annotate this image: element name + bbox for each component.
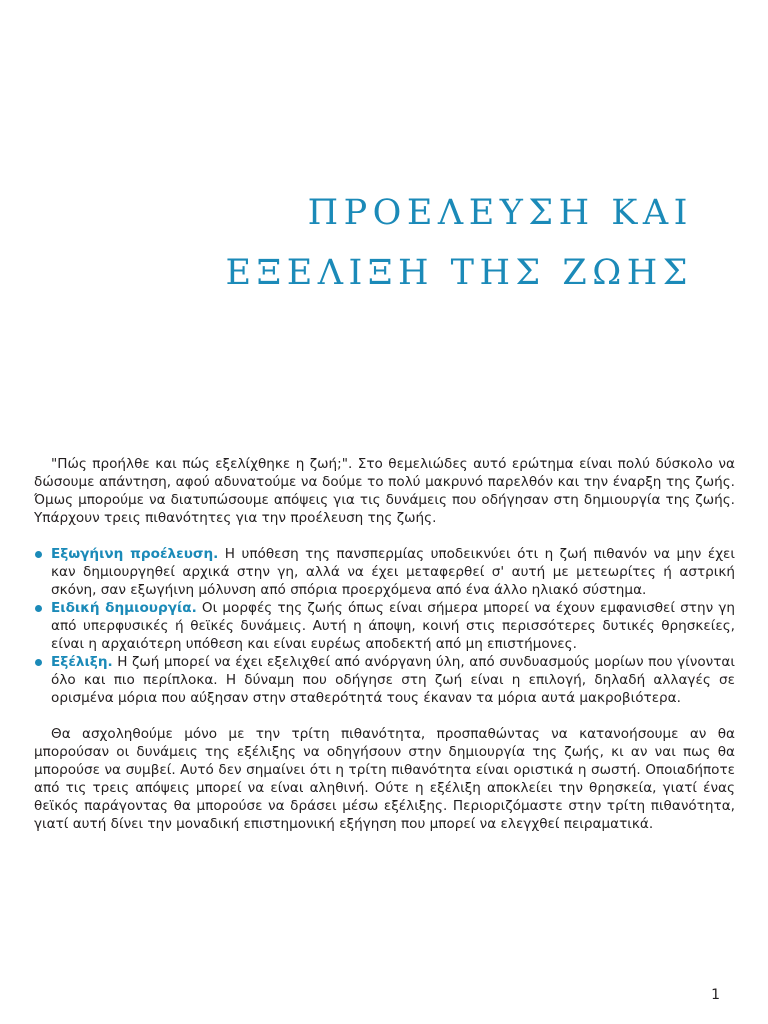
text-evolution: Η ζωή μπορεί να έχει εξελιχθεί από ανόργανη ύλη, από συνδυασμούς μορίων που γίνονται όλο και πιο περίπλοκα. Η δύναμη που οδήγησε στη ζωή είναι η επιλογή, δηλαδή αλλαγές σε ορισμένα μόρια που αύξησαν στην σταθερότητά τους έκαναν τα μόρια αυτά μακροβιότερα. [51,654,735,706]
term-special-creation: Ειδική δημιουργία. [51,600,197,616]
conclusion-paragraph: Θα ασχοληθούμε μόνο με την τρίτη πιθανότητα, προσπαθώντας να κατανοήσουμε αν θα μπορούσαν οι δυνάμεις της εξέλιξης να οδηγήσουν στην δημιουργία της ζωής, κι αν ναι πως θα μπορούσε να συμβεί. Αυτό δεν σημαίνει ότι η τρίτη πιθανότητα είναι οριστικά η σωστή. Οποιαδήποτε από τις τρεις απόψεις μπορεί να είναι αληθινή. Ούτε η εξέλιξη αποκλείει την θρησκεία, γιατί ένας θεϊκός παράγοντας θα μπορούσε να δράσει μέσω εξέλιξης. Περιοριζόμαστε στην τρίτη πιθανότητα, γιατί αυτή δίνει την μοναδική επιστημονική εξήγηση που μπορεί να ελεγχθεί πειραματικά. [34,726,735,832]
intro-paragraph: "Πώς προήλθε και πώς εξελίχθηκε η ζωή;". Στο θεμελιώδες αυτό ερώτημα είναι πολύ δύσκολο να δώσουμε απάντηση, αφού αδυνατούμε να δούμε το πολύ μακρυνό παρελθόν και την έναρξη της ζωής. Όμως μπορούμε να διατυπώσουμε απόψεις για τις δυνάμεις που οδήγησαν στη δημιουργία της ζωής. Υπάρχουν τρεις πιθανότητες για την προέλευση της ζωής. [34,456,735,526]
chapter-title-line-1: ΠΡΟΕΛΕΥΣΗ ΚΑΙ [307,193,693,234]
list-item-evolution [34,653,735,707]
chapter-title [73,183,693,303]
list-item-extraterrestrial [34,545,735,599]
list-item-special-creation [34,599,735,653]
text-extraterrestrial: Η υπόθεση της πανσπερμίας υποδεικνύει ότι η ζωή πιθανόν να μην έχει καν δημιουργηθεί αρχικά στην γη, αλλά να έχει μεταφερθεί σ' αυτή με μετεωρίτες ή αστρική σκόνη, σαν εξωγήινη μόλυνση από σπόρια προερχόμενα από ένα άλλο ηλιακό σύστημα. [51,546,736,598]
term-extraterrestrial: Εξωγήινη προέλευση. [51,546,219,562]
term-evolution: Εξέλιξη. [51,654,113,670]
origin-hypotheses-list [34,545,735,707]
body-text [34,455,735,833]
page-number: 1 [711,987,720,1003]
text-special-creation: Οι μορφές της ζωής όπως είναι σήμερα μπορεί να έχουν εμφανισθεί στην γη από υπερφυσικές ή θεϊκές δυνάμεις. Αυτή η άποψη, κοινή στις περισσότερες δυτικές θρησκείες, είναι η αρχαιότερη υπόθεση και είναι ευρέως αποδεκτή από μη επιστήμονες. [51,600,735,652]
chapter-title-line-2: ΕΞΕΛΙΞΗ ΤΗΣ ΖΩΗΣ [225,253,693,294]
